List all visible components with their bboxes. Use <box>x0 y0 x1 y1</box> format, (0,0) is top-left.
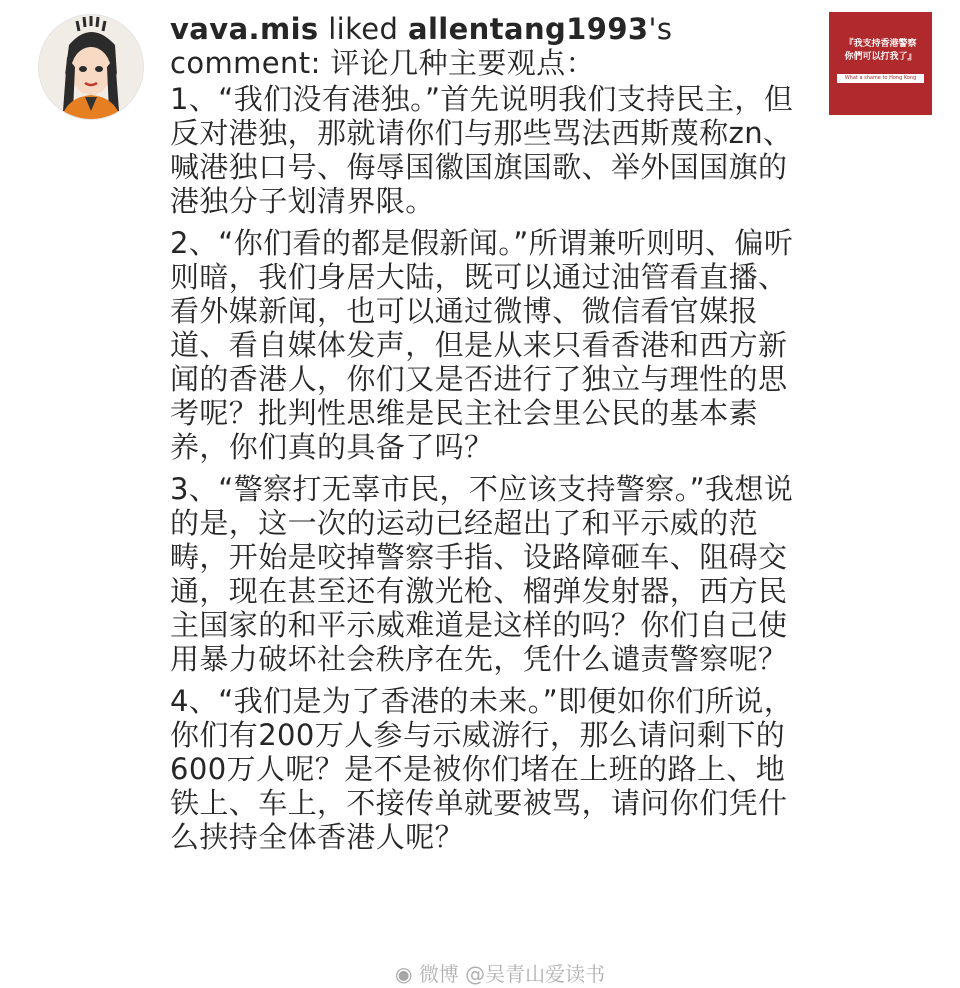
cartoon-girl-avatar-icon <box>39 15 143 119</box>
notification-text <box>170 12 810 80</box>
point-label: 4、 <box>170 684 219 718</box>
comment-point-4 <box>170 684 810 854</box>
point-body: 我想说的是，这一次的运动已经超出了和平示威的范畴，开始是咬掉警察手指、设路障砸车、阻碍交通，现在甚至还有激光枪、榴弹发射器，西方民主国家的和平示威难道是这样的吗？你们自己使用暴力破坏社会秩序在先，凭什么谴责警察呢？ <box>170 472 794 676</box>
point-body: 即便如你们所说，你们有200万人参与示威游行，那么请问剩下的600万人呢？是不是被你们堵在上班的路上、地铁上、车上，不接传单就要被骂，请问你们凭什么挟持全体香港人呢？ <box>170 684 794 854</box>
thumbnail-line-1: 『我支持香港警察 <box>844 39 917 49</box>
point-body: 首先说明我们支持民主，但反对港独，那就请你们与那些骂法西斯蔑称zn、喊港独口号、侮辱国徽国旗国歌、举外国国旗的港独分子划清界限。 <box>170 82 794 218</box>
weibo-logo-icon: ◉ <box>395 962 413 986</box>
point-label: 1、 <box>170 82 219 116</box>
notification-content <box>170 12 810 862</box>
suffix-text: 's comment: <box>170 12 673 80</box>
point-quote: “警察打无辜市民，不应该支持警察。” <box>218 472 706 506</box>
point-quote: “我们是为了香港的未来。” <box>218 684 559 718</box>
thumbnail-caption: What a shame to Hong Kong <box>837 74 924 83</box>
actor-username[interactable]: vava.mis <box>170 12 319 46</box>
point-label: 3、 <box>170 472 219 506</box>
point-label: 2、 <box>170 226 219 260</box>
target-username[interactable]: allentang1993 <box>407 12 649 46</box>
action-text: liked <box>318 12 408 46</box>
point-quote: “我们没有港独。” <box>218 82 441 116</box>
comment-point-2 <box>170 226 810 464</box>
watermark-handle: @吴青山爱读书 <box>465 962 606 986</box>
post-thumbnail[interactable] <box>829 12 932 115</box>
comment-point-1 <box>170 82 810 218</box>
watermark-logo: 微博 <box>418 962 459 986</box>
thumbnail-line-2: 你們可以打我了』 <box>844 52 917 62</box>
comment-intro: 评论几种主要观点： <box>330 46 595 80</box>
point-quote: “你们看的都是假新闻。” <box>218 226 529 260</box>
weibo-watermark <box>395 958 605 987</box>
comment-point-3 <box>170 472 810 676</box>
point-body: 所谓兼听则明、偏听则暗，我们身居大陆，既可以通过油管看直播、看外媒新闻，也可以通过微博、微信看官媒报道、看自媒体发声，但是从来只看香港和西方新闻的香港人，你们又是否进行了独立与理性的思考呢？批判性思维是民主社会里公民的基本素养，你们真的具备了吗？ <box>170 226 794 464</box>
user-avatar[interactable] <box>38 14 144 120</box>
